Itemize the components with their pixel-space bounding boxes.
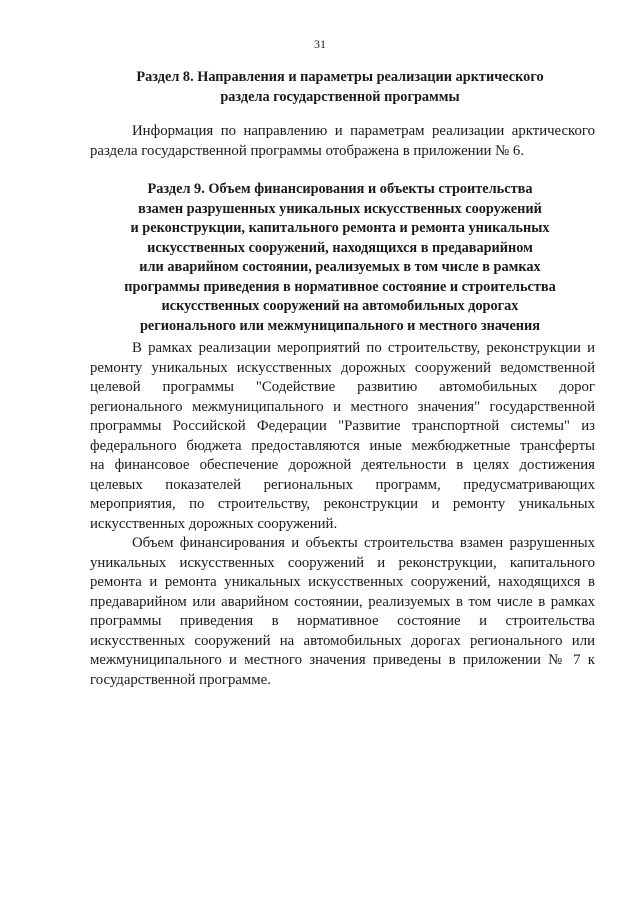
paragraph-line: государственной программе.	[90, 671, 271, 688]
section-9-paragraph-2	[90, 534, 595, 690]
section-9-title-line: или аварийном состоянии, реализуемых в том числе в рамках	[139, 259, 541, 275]
paragraph-line: программы Российской Федерации "Развитие транспортной системы" из	[90, 418, 595, 434]
paragraph-line: программы приведения в нормативное состояние и строительства	[90, 613, 595, 629]
section-9-title-line: искусственных сооружений на автомобильных дорогах	[161, 298, 519, 314]
paragraph-line: Объем финансирования и объекты строительства взамен разрушенных	[132, 535, 595, 551]
section-8-paragraph	[90, 122, 595, 161]
paragraph-line: раздела государственной программы отображена в приложении № 6.	[90, 142, 525, 159]
paragraph-line: уникальных искусственных сооружений и реконструкции, капитального	[90, 554, 595, 571]
section-8-title-line: раздела государственной программы	[220, 88, 460, 105]
paragraph-line: Информация по направлению и параметрам реализации арктического	[132, 123, 595, 139]
section-9-title-line: программы приведения в нормативное состояние и строительства	[124, 278, 556, 295]
paragraph-line: предаварийном или аварийном состоянии, реализуемых в том числе в рамках	[90, 593, 595, 610]
section-9-paragraph-1	[90, 339, 595, 534]
section-8-title-line: Раздел 8. Направления и параметры реализации арктического	[136, 69, 544, 85]
paragraph-line: федерального бюджета предоставляются иные межбюджетные трансферты	[90, 437, 595, 454]
paragraph-line: искусственных дорожных сооружений.	[90, 515, 338, 532]
page-number: 31	[314, 37, 326, 51]
paragraph-line: искусственных сооружений на автомобильных дорогах регионального или	[90, 632, 595, 649]
paragraph-line: ремонту уникальных искусственных дорожных сооружений ведомственной	[90, 359, 595, 376]
paragraph-line: межмуниципального и местного значения приведены в приложении № 7 к	[90, 652, 595, 668]
paragraph-line: целевых показателей региональных программ, предусматривающих	[90, 476, 595, 493]
section-9-title-line: Раздел 9. Объем финансирования и объекты строительства	[147, 181, 533, 197]
section-9-title-line: регионального или межмуниципального и местного значения	[139, 317, 541, 334]
paragraph-line: регионального межмуниципального и местного значения" государственной	[90, 398, 595, 415]
section-8-title	[90, 68, 590, 107]
section-9-title-line: и реконструкции, капитального ремонта и ремонта уникальных	[130, 220, 550, 236]
paragraph-line: мероприятия, по строительству, реконструкции и ремонту уникальных	[90, 496, 595, 512]
section-9-title-line: искусственных сооружений, находящихся в предаварийном	[147, 239, 533, 256]
section-9-title-line: взамен разрушенных уникальных искусственных сооружений	[138, 200, 542, 217]
paragraph-line: В рамках реализации мероприятий по строительству, реконструкции и	[132, 340, 595, 356]
paragraph-line: целевой программы "Содействие развитию автомобильных дорог	[90, 379, 595, 395]
paragraph-line: на финансовое обеспечение дорожной деятельности в целях достижения	[90, 457, 595, 473]
section-9-title	[90, 180, 590, 336]
paragraph-line: ремонта и ремонта уникальных искусственных сооружений, находящихся в	[90, 574, 595, 590]
